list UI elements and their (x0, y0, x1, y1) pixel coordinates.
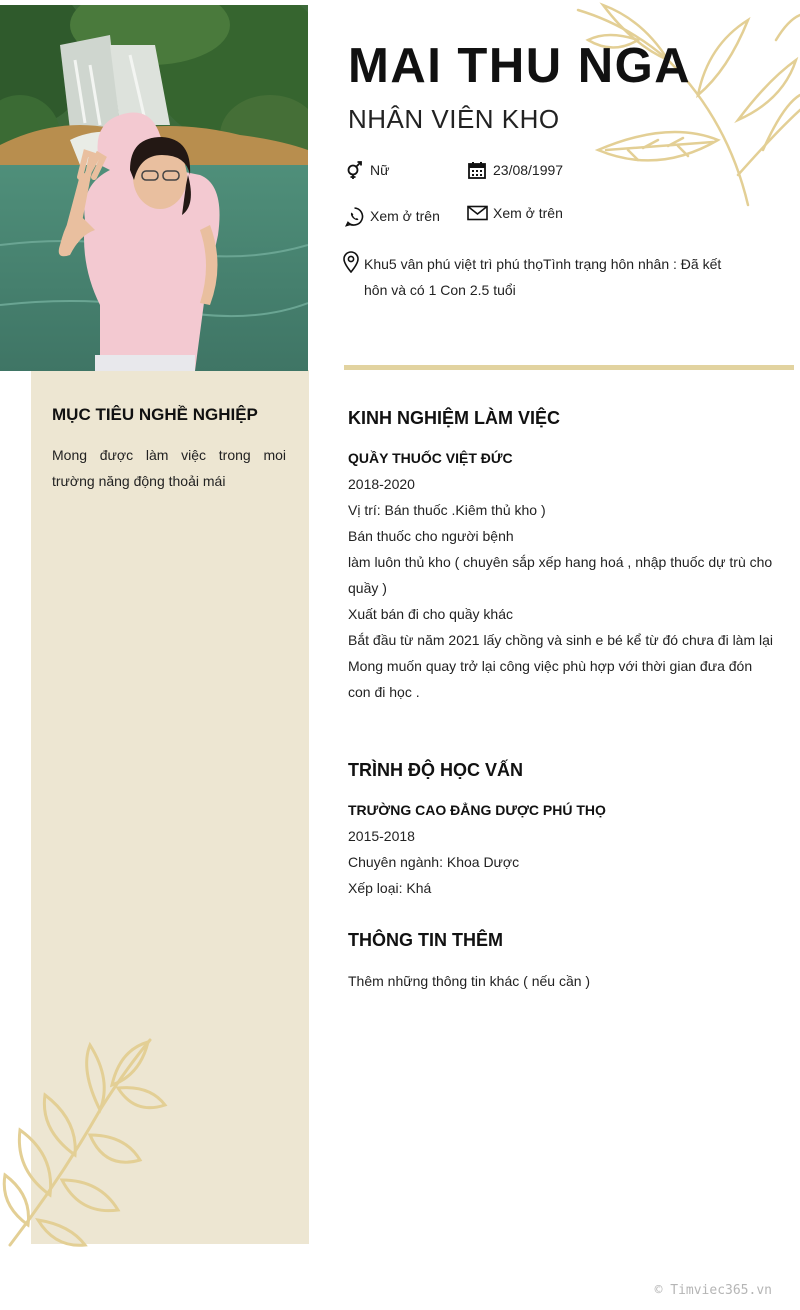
experience-line: Vị trí: Bán thuốc .Kiêm thủ kho ) (348, 502, 546, 518)
watermark: © Timviec365.vn (654, 1283, 772, 1298)
experience-line: làm luôn thủ kho ( chuyên sắp xếp hang hoá , nhập thuốc dự trù cho quầy ) (348, 554, 773, 596)
phone-info (343, 205, 440, 227)
experience-heading: KINH NGHIỆM LÀM VIỆC (348, 408, 561, 428)
gender-value: Nữ (370, 162, 390, 178)
birthdate-value: 23/08/1997 (493, 162, 564, 178)
job-title: NHÂN VIÊN KHO (348, 104, 560, 134)
experience-line: Bán thuốc cho người bệnh (348, 528, 514, 544)
profile-photo (0, 5, 308, 371)
calendar-icon (466, 159, 488, 181)
candidate-name: MAI THU NGA (348, 39, 692, 93)
experience-period: 2018-2020 (348, 476, 415, 492)
objective-heading: MỤC TIÊU NGHỀ NGHIỆP (52, 405, 258, 424)
experience-line: Xuất bán đi cho quầy khác (348, 606, 514, 622)
email-info (466, 202, 563, 224)
email-value: Xem ở trên (493, 205, 563, 221)
address-info (342, 251, 722, 303)
leaf-decoration-bottom-icon (0, 1030, 170, 1250)
education-school: TRƯỜNG CAO ĐẲNG DƯỢC PHÚ THỌ (348, 802, 606, 818)
address-value: Khu5 vân phú việt trì phú thọTình trạng hôn nhân : Đã kết hôn và có 1 Con 2.5 tuổi (364, 256, 722, 298)
experience-line: Bắt đầu từ năm 2021 lấy chồng và sinh e bé kể từ đó chưa đi làm lại (348, 632, 774, 648)
additional-heading: THÔNG TIN THÊM (348, 930, 503, 950)
experience-line: Mong muốn quay trở lại công việc phù hợp với thời gian đưa đón con đi học . (348, 658, 753, 700)
education-major: Chuyên ngành: Khoa Dược (348, 854, 520, 870)
gender-info (343, 159, 389, 181)
experience-company: QUẦY THUỐC VIỆT ĐỨC (348, 450, 513, 466)
education-grade: Xếp loại: Khá (348, 880, 432, 896)
phone-icon (343, 205, 365, 227)
map-pin-icon (342, 251, 362, 273)
education-period: 2015-2018 (348, 828, 415, 844)
experience-block (348, 445, 778, 705)
additional-text: Thêm những thông tin khác ( nếu cần ) (348, 973, 591, 989)
header-divider (344, 365, 794, 370)
birthdate-info (466, 159, 563, 181)
phone-value: Xem ở trên (370, 208, 440, 224)
leaf-decoration-top-icon (548, 0, 800, 210)
education-heading: TRÌNH ĐỘ HỌC VẤN (348, 760, 523, 780)
objective-text: Mong được làm việc trong moi trường năng động thoải mái (52, 447, 286, 489)
envelope-icon (466, 202, 488, 224)
additional-block (348, 968, 778, 994)
gender-icon (343, 159, 365, 181)
education-block (348, 797, 778, 901)
